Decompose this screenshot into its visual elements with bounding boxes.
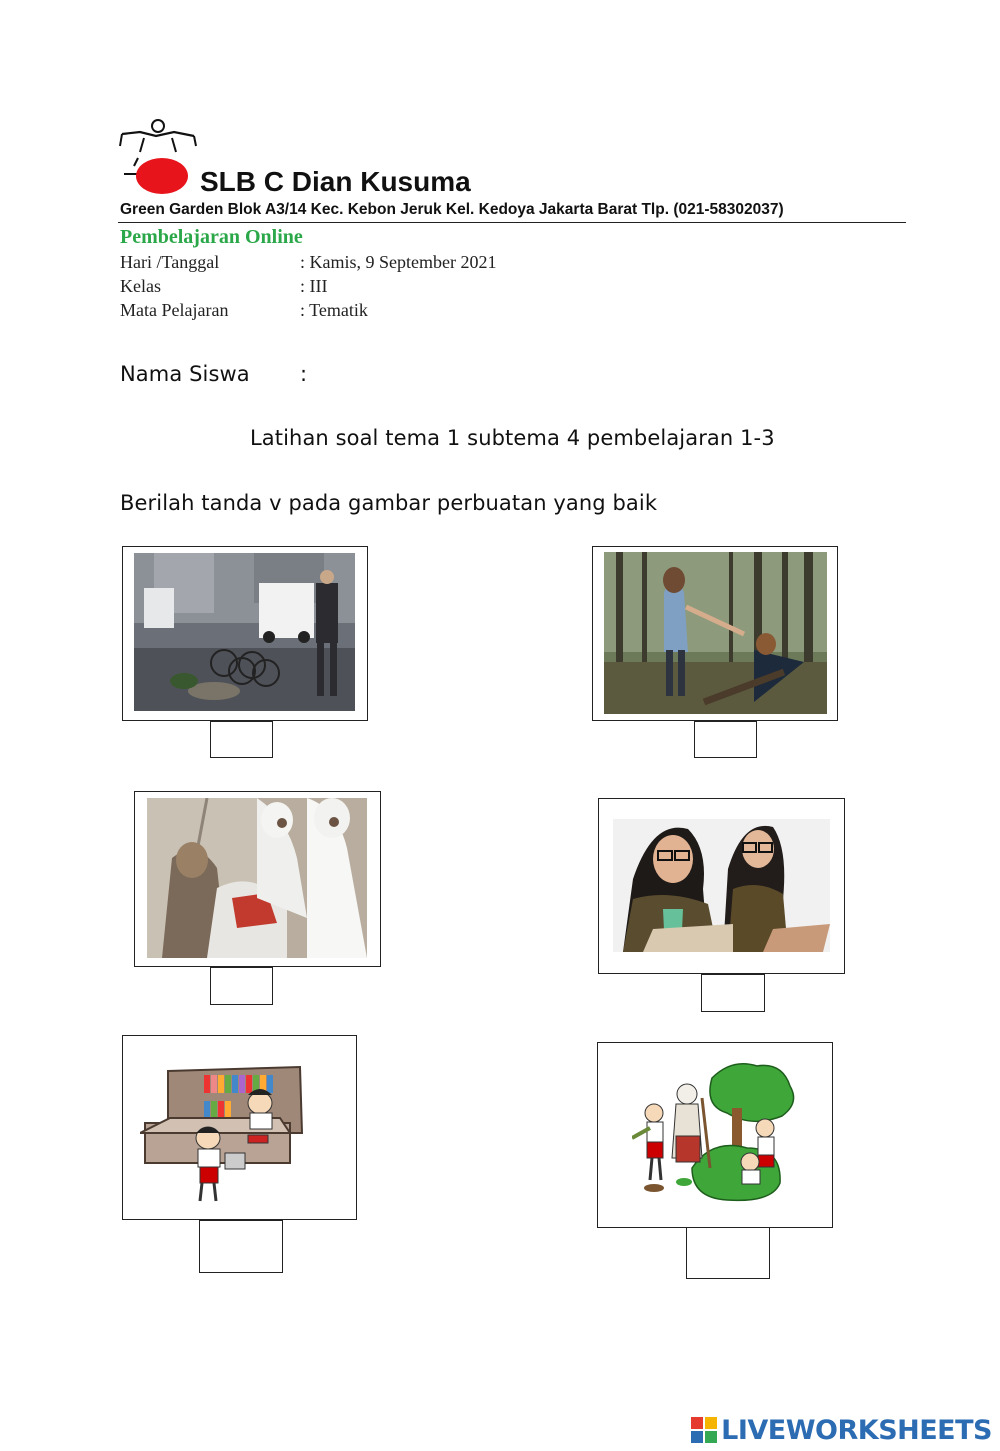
student-name-label: Nama Siswa bbox=[120, 362, 250, 386]
forest-helping-hand-photo-icon bbox=[604, 552, 827, 714]
section-heading: Pembelajaran Online bbox=[120, 226, 303, 248]
checkbox-picture-1[interactable] bbox=[210, 721, 273, 758]
class-label: Kelas bbox=[120, 276, 161, 296]
checkbox-picture-4[interactable] bbox=[701, 974, 765, 1012]
school-name: SLB C Dian Kusuma bbox=[200, 166, 471, 197]
worksheet-instruction: Berilah tanda v pada gambar perbuatan yang baik bbox=[120, 491, 658, 515]
checkbox-picture-6[interactable] bbox=[686, 1227, 770, 1279]
hospital-visit-photo-icon bbox=[147, 798, 367, 958]
school-address: Green Garden Blok A3/14 Kec. Kebon Jeruk Kel. Kedoya Jakarta Barat Tlp. (021-58302037) bbox=[120, 201, 784, 218]
header-divider bbox=[118, 222, 906, 223]
checkbox-picture-3[interactable] bbox=[210, 967, 273, 1005]
checkbox-picture-5[interactable] bbox=[199, 1220, 283, 1273]
cleaning-garden-illustration-icon bbox=[632, 1058, 802, 1203]
liveworksheets-text: LIVEWORKSHEETS bbox=[721, 1414, 992, 1446]
date-label: Hari /Tanggal bbox=[120, 252, 220, 272]
student-name-colon: : bbox=[300, 362, 308, 386]
subject-value: : Tematik bbox=[300, 300, 368, 320]
liveworksheets-logo-icon bbox=[691, 1417, 717, 1443]
library-children-illustration-icon bbox=[140, 1063, 305, 1205]
school-logo-icon bbox=[118, 118, 200, 200]
checkbox-picture-2[interactable] bbox=[694, 721, 757, 758]
street-accident-photo-icon bbox=[134, 553, 355, 711]
teasing-student-photo-icon bbox=[613, 819, 830, 952]
date-value: : Kamis, 9 September 2021 bbox=[300, 252, 497, 272]
liveworksheets-brand[interactable] bbox=[691, 1414, 992, 1446]
subject-label: Mata Pelajaran bbox=[120, 300, 229, 320]
class-value: : III bbox=[300, 276, 328, 296]
worksheet-title: Latihan soal tema 1 subtema 4 pembelajaran 1-3 bbox=[250, 426, 775, 450]
